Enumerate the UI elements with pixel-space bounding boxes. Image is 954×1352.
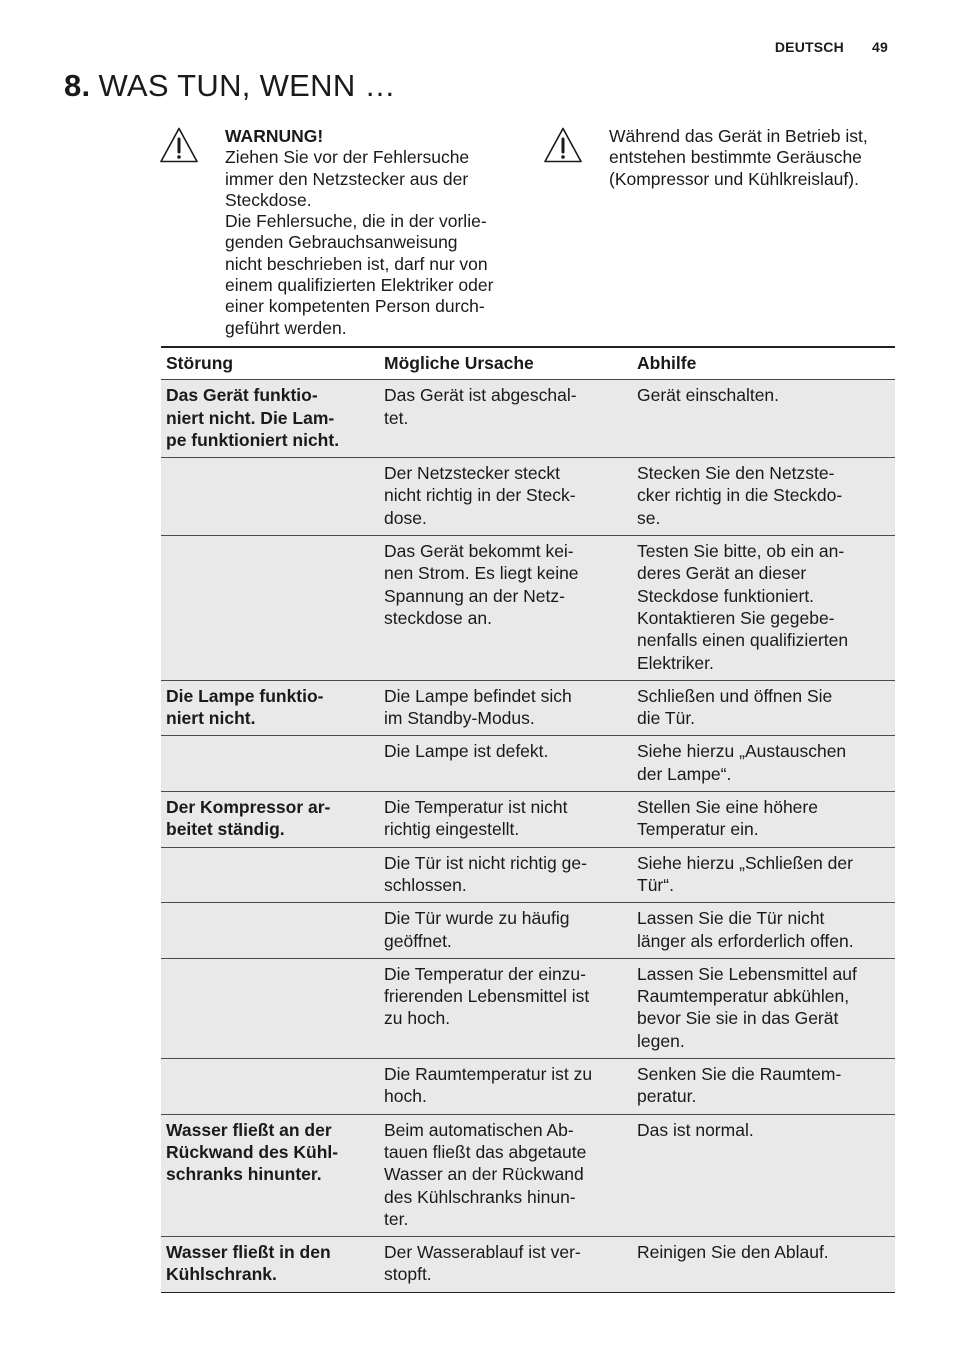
remedy-cell-text: Reinigen Sie den Ablauf. (637, 1242, 829, 1263)
problem-cell (161, 958, 379, 1058)
remedy-cell (632, 1059, 895, 1115)
table-header-row (161, 347, 895, 380)
cause-cell-text: Das Gerät ist abgeschal- tet. (384, 385, 577, 428)
running-header (775, 39, 888, 55)
cause-cell (379, 380, 632, 458)
cause-cell (379, 458, 632, 536)
chapter-title (64, 68, 396, 104)
cause-cell (379, 1237, 632, 1293)
problem-cell-text: Wasser fließt in den Kühlschrank. (166, 1242, 331, 1285)
cause-cell-text: Der Netzstecker steckt nicht richtig in der Steck- dose. (384, 463, 576, 528)
table-row (161, 792, 895, 848)
cause-cell-text: Die Tür ist nicht richtig ge- schlossen. (384, 852, 587, 895)
cause-cell (379, 958, 632, 1058)
cause-cell-text: Die Raumtemperatur ist zu hoch. (384, 1064, 593, 1107)
remedy-cell-text: Siehe hierzu „Austauschen der Lampe“. (637, 741, 847, 784)
warning-body: Ziehen Sie vor der Fehlersuche immer den Netzstecker aus der Steckdose. Die Fehlersuche, die in der vorlie- genden Gebrauchsanweisung nicht beschrieben ist, darf nur von einem qualifizierten Elektriker oder einer kompetenten Person durch- geführt werden. (225, 147, 494, 338)
problem-cell (161, 1059, 379, 1115)
cause-cell-text: Die Lampe ist defekt. (384, 741, 549, 762)
warning-notice (159, 126, 519, 341)
problem-cell-text: Das Gerät funktio- niert nicht. Die Lam- pe funktioniert nicht. (166, 385, 340, 450)
problem-cell (161, 847, 379, 903)
cause-cell-text: Die Tür wurde zu häufig geöffnet. (384, 908, 570, 951)
remedy-cell-text: Lassen Sie die Tür nicht länger als erforderlich offen. (637, 908, 854, 951)
problem-cell (161, 903, 379, 959)
info-body: Während das Gerät in Betrieb ist, entstehen bestimmte Geräusche (Kompressor und Kühlkreislauf). (609, 126, 868, 189)
remedy-cell (632, 736, 895, 792)
cause-cell (379, 1114, 632, 1236)
problem-cell-text: Wasser fließt an der Rückwand des Kühl- schranks hinunter. (166, 1119, 339, 1185)
warning-triangle-icon (159, 126, 199, 164)
table-row (161, 903, 895, 959)
chapter-number: 8. (64, 68, 91, 103)
cause-cell (379, 1059, 632, 1115)
page-number: 49 (872, 39, 888, 55)
remedy-cell (632, 1237, 895, 1293)
cause-cell (379, 903, 632, 959)
table-row (161, 380, 895, 458)
problem-cell (161, 680, 379, 736)
table-row (161, 680, 895, 736)
problem-cell (161, 380, 379, 458)
remedy-cell (632, 958, 895, 1058)
remedy-cell (632, 680, 895, 736)
remedy-cell-text: Lassen Sie Lebensmittel auf Raumtemperatur abkühlen, bevor Sie sie in das Gerät legen. (637, 963, 857, 1051)
problem-cell (161, 792, 379, 848)
remedy-cell (632, 1114, 895, 1236)
remedy-cell-text: Das ist normal. (637, 1119, 754, 1140)
problem-cell-text: Die Lampe funktio- niert nicht. (166, 685, 324, 729)
chapter-title-text: WAS TUN, WENN … (98, 68, 396, 103)
table-row (161, 958, 895, 1058)
remedy-cell (632, 536, 895, 681)
cause-cell-text: Das Gerät bekommt kei- nen Strom. Es liegt keine Spannung an der Netz- steckdose an. (384, 541, 579, 628)
remedy-cell (632, 458, 895, 536)
table-row (161, 1237, 895, 1293)
remedy-cell-text: Senken Sie die Raumtem- peratur. (637, 1064, 842, 1107)
table-row (161, 458, 895, 536)
cause-cell (379, 736, 632, 792)
cause-cell (379, 680, 632, 736)
cause-cell-text: Die Temperatur der einzu- frierenden Lebensmittel ist zu hoch. (384, 963, 590, 1029)
remedy-cell (632, 847, 895, 903)
remedy-cell (632, 792, 895, 848)
warning-heading: WARNUNG! (225, 126, 324, 146)
cause-cell (379, 847, 632, 903)
language-label: DEUTSCH (774, 39, 844, 55)
table-row (161, 1114, 895, 1236)
remedy-cell-text: Stecken Sie den Netzste- cker richtig in die Steckdo- se. (637, 463, 843, 528)
remedy-cell (632, 380, 895, 458)
warning-triangle-icon (543, 126, 583, 164)
table-row (161, 736, 895, 792)
info-notice (543, 126, 903, 196)
remedy-cell-text: Gerät einschalten. (637, 385, 780, 406)
remedy-cell-text: Stellen Sie eine höhere Temperatur ein. (637, 797, 818, 840)
table-row (161, 536, 895, 681)
troubleshooting-table (161, 346, 895, 1293)
problem-cell (161, 458, 379, 536)
problem-cell (161, 736, 379, 792)
remedy-cell-text: Schließen und öffnen Sie die Tür. (637, 685, 833, 729)
cause-cell (379, 792, 632, 848)
warning-text-block (225, 126, 525, 339)
info-text-block (609, 126, 899, 190)
table-row (161, 847, 895, 903)
column-header-remedy: Abhilfe (632, 347, 895, 380)
column-header-problem: Störung (161, 347, 379, 380)
cause-cell-text: Beim automatischen Ab- tauen fließt das abgetaute Wasser an der Rückwand des Kühlschranks hinun- ter. (384, 1119, 587, 1229)
cause-cell-text: Die Temperatur ist nicht richtig eingestellt. (384, 797, 568, 840)
cause-cell (379, 536, 632, 681)
table-body (161, 380, 895, 1292)
problem-cell (161, 1114, 379, 1236)
problem-cell (161, 1237, 379, 1293)
remedy-cell-text: Testen Sie bitte, ob ein an- deres Gerät an dieser Steckdose funktioniert. Kontaktieren Sie gegebe- nenfalls einen qualifizierten Elektriker. (637, 541, 849, 673)
remedy-cell-text: Siehe hierzu „Schließen der Tür“. (637, 852, 853, 895)
problem-cell (161, 536, 379, 681)
cause-cell-text: Der Wasserablauf ist ver- stopft. (384, 1242, 581, 1285)
remedy-cell (632, 903, 895, 959)
column-header-cause: Mögliche Ursache (379, 347, 632, 380)
cause-cell-text: Die Lampe befindet sich im Standby-Modus. (384, 685, 572, 729)
table-row (161, 1059, 895, 1115)
problem-cell-text: Der Kompressor ar- beitet ständig. (166, 797, 331, 840)
